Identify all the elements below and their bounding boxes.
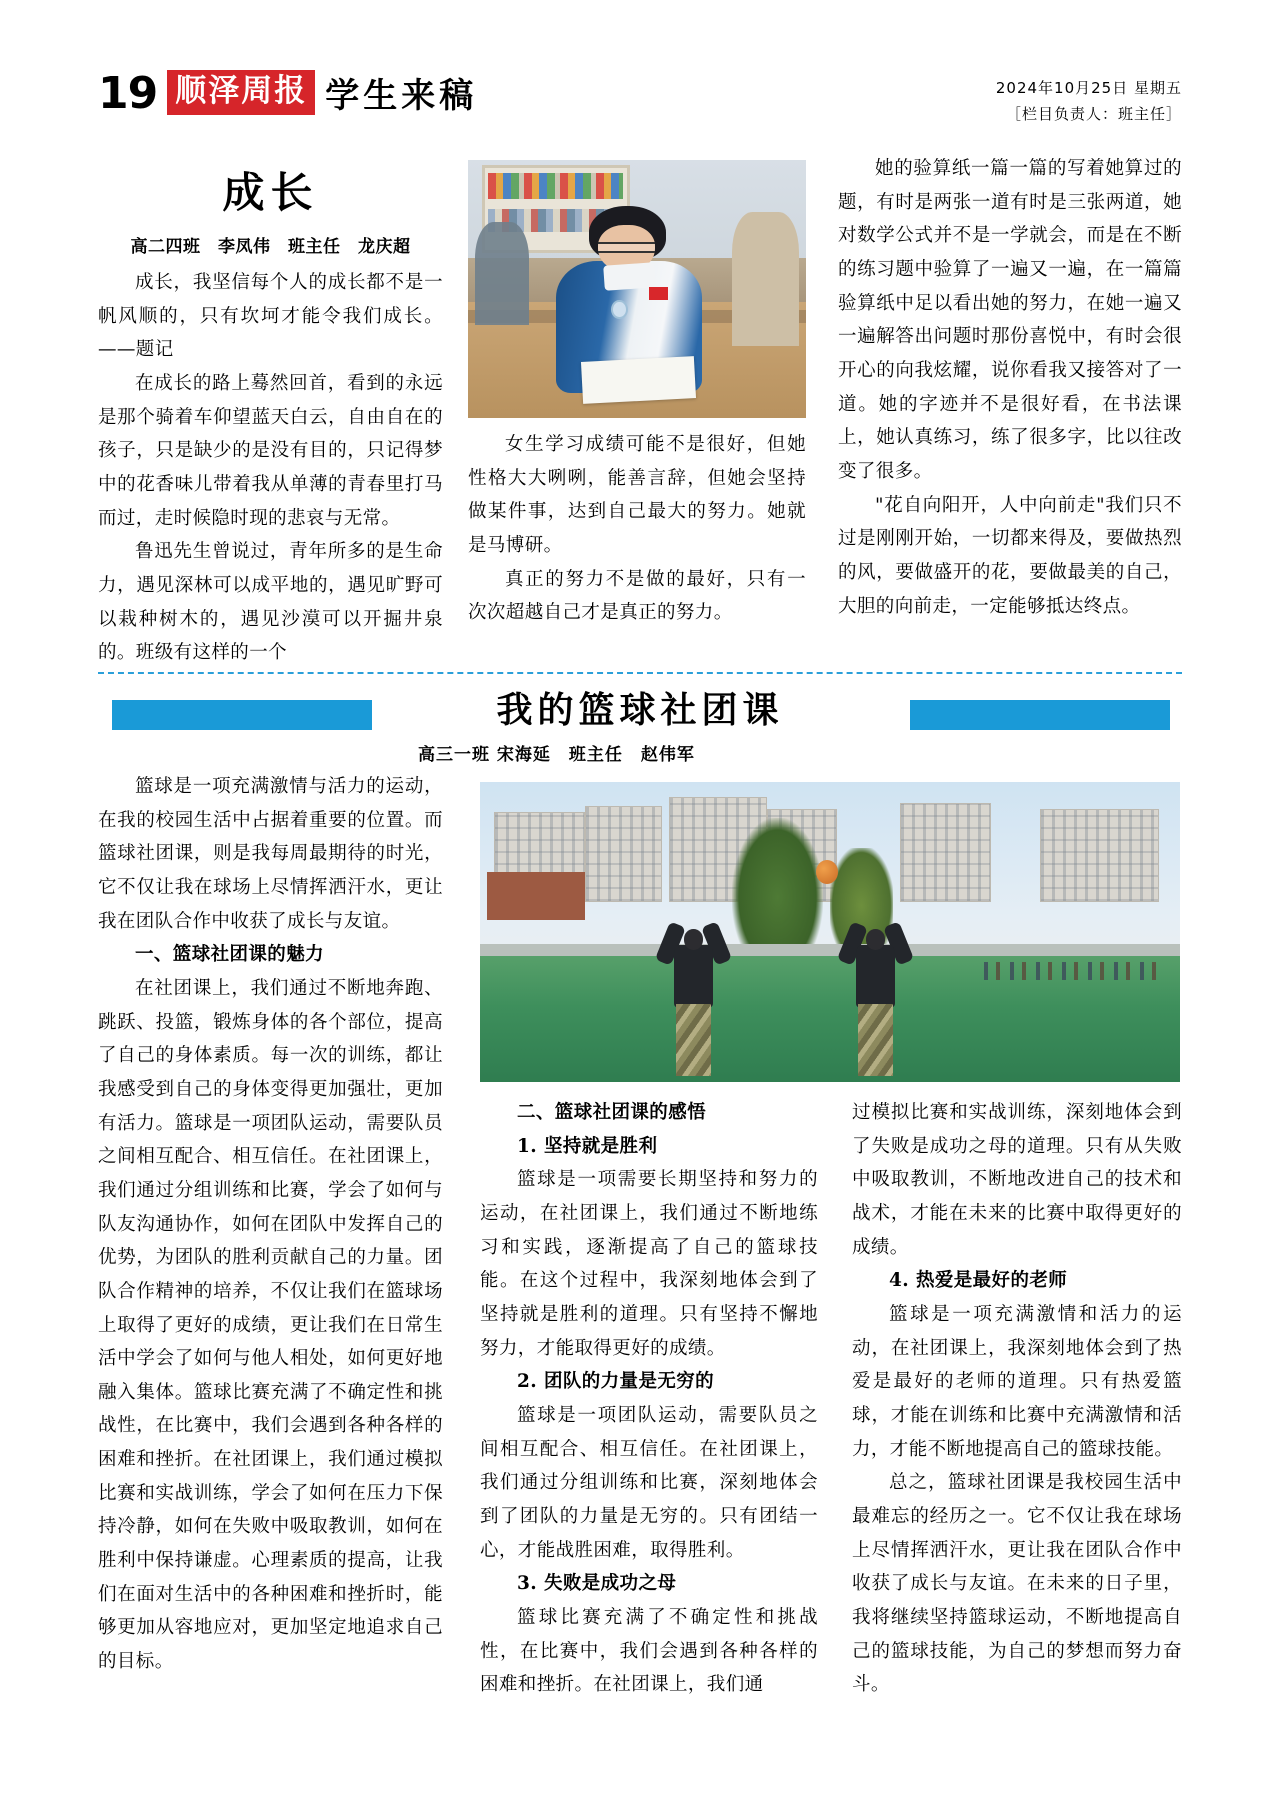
article1-para: 成长，我坚信每个人的成长都不是一帆风顺的，只有坎坷才能令我们成长。——题记 <box>98 272 443 361</box>
article2-point-1: 1. 坚持就是胜利 <box>517 1135 658 1157</box>
article2-point-3: 3. 失败是成功之母 <box>517 1573 677 1595</box>
article2-para: 篮球是一项充满激情与活力的运动，在我的校园生活中占据着重要的位置。而篮球社团课，则是我每周最期待的时光，它不仅让我在球场上尽情挥洒汗水，更让我在团队合作中收获了成长与友谊。 <box>98 776 443 932</box>
basketball-player-left <box>669 920 718 1076</box>
article1-para: 鲁迅先生曾说过，青年所多的是生命力，遇见深林可以成平地的，遇见旷野可以栽种树木的，遇见沙漠可以开掘井泉的。班级有这样的一个 <box>98 541 443 664</box>
article1-title: 成长 <box>222 168 319 217</box>
masthead <box>98 70 1182 132</box>
basketball-players-photo <box>480 782 1180 1082</box>
article2-byline: 高三一班 宋海延 班主任 赵伟军 <box>418 745 695 765</box>
article2-subheading-2: 二、篮球社团课的感悟 <box>517 1102 707 1123</box>
article2-para: 篮球是一项需要长期坚持和努力的运动，在社团课上，我们通过不断地练习和实践，逐渐提高了自己的篮球技能。在这个过程中，我深刻地体会到了坚持就是胜利的道理。只有坚持不懈地努力，才能取得更好的成绩。 <box>480 1169 818 1359</box>
article2-para: 总之，篮球社团课是我校园生活中最难忘的经历之一。它不仅让我在球场上尽情挥洒汗水，更让我在团队合作中收获了成长与友谊。在未来的日子里，我将继续坚持篮球运动，不断地提高自己的篮球技能，为自己的梦想而努力奋斗。 <box>852 1472 1182 1696</box>
decorative-bar-left <box>112 700 372 730</box>
article1-para: 在成长的路上蓦然回首，看到的永远是那个骑着车仰望蓝天白云，自由自在的孩子，只是缺少的是没有目的，只记得梦中的花香味儿带着我从单薄的青春里打马而过，走时候隐时现的悲哀与无常。 <box>98 372 443 529</box>
article2-para: 过模拟比赛和实战训练，深刻地体会到了失败是成功之母的道理。只有从失败中吸取教训，不断地改进自己的技术和战术，才能在未来的比赛中取得更好的成绩。 <box>852 1102 1182 1258</box>
article2-para: 篮球比赛充满了不确定性和挑战性，在比赛中，我们会遇到各种各样的困难和挫折。在社团课上，我们通 <box>480 1606 818 1696</box>
article1-byline: 高二四班 李凤伟 班主任 龙庆超 <box>130 237 411 257</box>
editor-credit: ［栏目负责人：班主任］ <box>1005 104 1182 123</box>
article2-para: 篮球是一项充满激情和活力的运动，在社团课上，我深刻地体会到了热爱是最好的老师的道理。只有热爱篮球，才能在训练和比赛中充满激情和活力，才能不断地提高自己的篮球技能。 <box>852 1303 1182 1460</box>
article2-subheading-1: 一、篮球社团课的魅力 <box>135 944 325 966</box>
basketball-player-right <box>851 920 900 1076</box>
article2-para: 篮球是一项团队运动，需要队员之间相互配合、相互信任。在社团课上，我们通过分组训练和比赛，深刻地体会到了团队的力量是无穷的。只有团结一心，才能战胜困难，取得胜利。 <box>480 1404 818 1561</box>
section-divider <box>98 672 1182 674</box>
masthead-right <box>996 76 1182 127</box>
issue-date: 2024年10月25日 星期五 <box>995 79 1182 97</box>
article1-column-3 <box>838 152 1182 623</box>
article1-para: "花自向阳开，人中向前走"我们只不过是刚刚开始，一切都来得及，要做热烈的风，要做盛开的花，要做最美的自己，大胆的向前走，一定能够抵达终点。 <box>838 494 1182 617</box>
article1-column-1 <box>98 266 443 670</box>
article2-column-2 <box>480 1096 818 1702</box>
page-number: 19 <box>98 68 158 120</box>
article1-para: 女生学习成绩可能不是很好，但她性格大大咧咧，能善言辞，但她会坚持做某件事，达到自己最大的努力。她就是马博研。 <box>468 434 806 556</box>
article2-column-1 <box>98 770 443 1679</box>
article2-title: 我的篮球社团课 <box>496 689 784 731</box>
article1-para: 她的验算纸一篇一篇的写着她算过的题，有时是两张一道有时是三张两道，她对数学公式并不是一学就会，而是在不断的练习题中验算了一遍又一遍，在一篇篇验算纸中足以看出她的努力，在她一遍又一遍解答出问题时那份喜悦中，有时会很开心的向我炫耀，说你看我又接答对了一道。她的字迹并不是很好看，在书法课上，她认真练习，练了很多字，比以往改变了很多。 <box>838 158 1182 482</box>
article2-point-4: 4. 热爱是最好的老师 <box>889 1270 1068 1292</box>
article2-column-3 <box>852 1096 1182 1702</box>
paper-name-badge: 顺泽周报 <box>167 70 315 115</box>
article1-column-2 <box>468 428 806 630</box>
article1-para: 真正的努力不是做的最好，只有一次次超越自己才是真正的努力。 <box>468 568 806 624</box>
decorative-bar-right <box>910 700 1170 730</box>
section-title: 学生来稿 <box>325 76 478 116</box>
article2-para: 在社团课上，我们通过不断地奔跑、跳跃、投篮，锻炼身体的各个部位，提高了自己的身体素质。每一次的训练，都让我感受到自己的身体变得更加强壮，更加有活力。篮球是一项团队运动，需要队员之间相互配合、相互信任。在社团课上，我们通过分组训练和比赛，学会了如何与队友沟通协作，如何在团队中发挥自己的优势，为团队的胜利贡献自己的力量。团队合作精神的培养，不仅让我们在篮球场上取得了更好的成绩，更让我们在日常生活中学会了如何与他人相处，如何更好地融入集体。篮球比赛充满了不确定性和挑战性，在比赛中，我们会遇到各种各样的困难和挫折。在社团课上，我们通过模拟比赛和实战训练，学会了如何在压力下保持冷静，如何在失败中吸取教训，如何在胜利中保持谦虚。心理素质的提高，让我们在面对生活中的各种困难和挫折时，能够更加从容地应对，更加坚定地追求自己的目标。 <box>98 977 443 1673</box>
article2-point-2: 2. 团队的力量是无穷的 <box>517 1371 715 1393</box>
student-studying-photo <box>468 160 806 418</box>
